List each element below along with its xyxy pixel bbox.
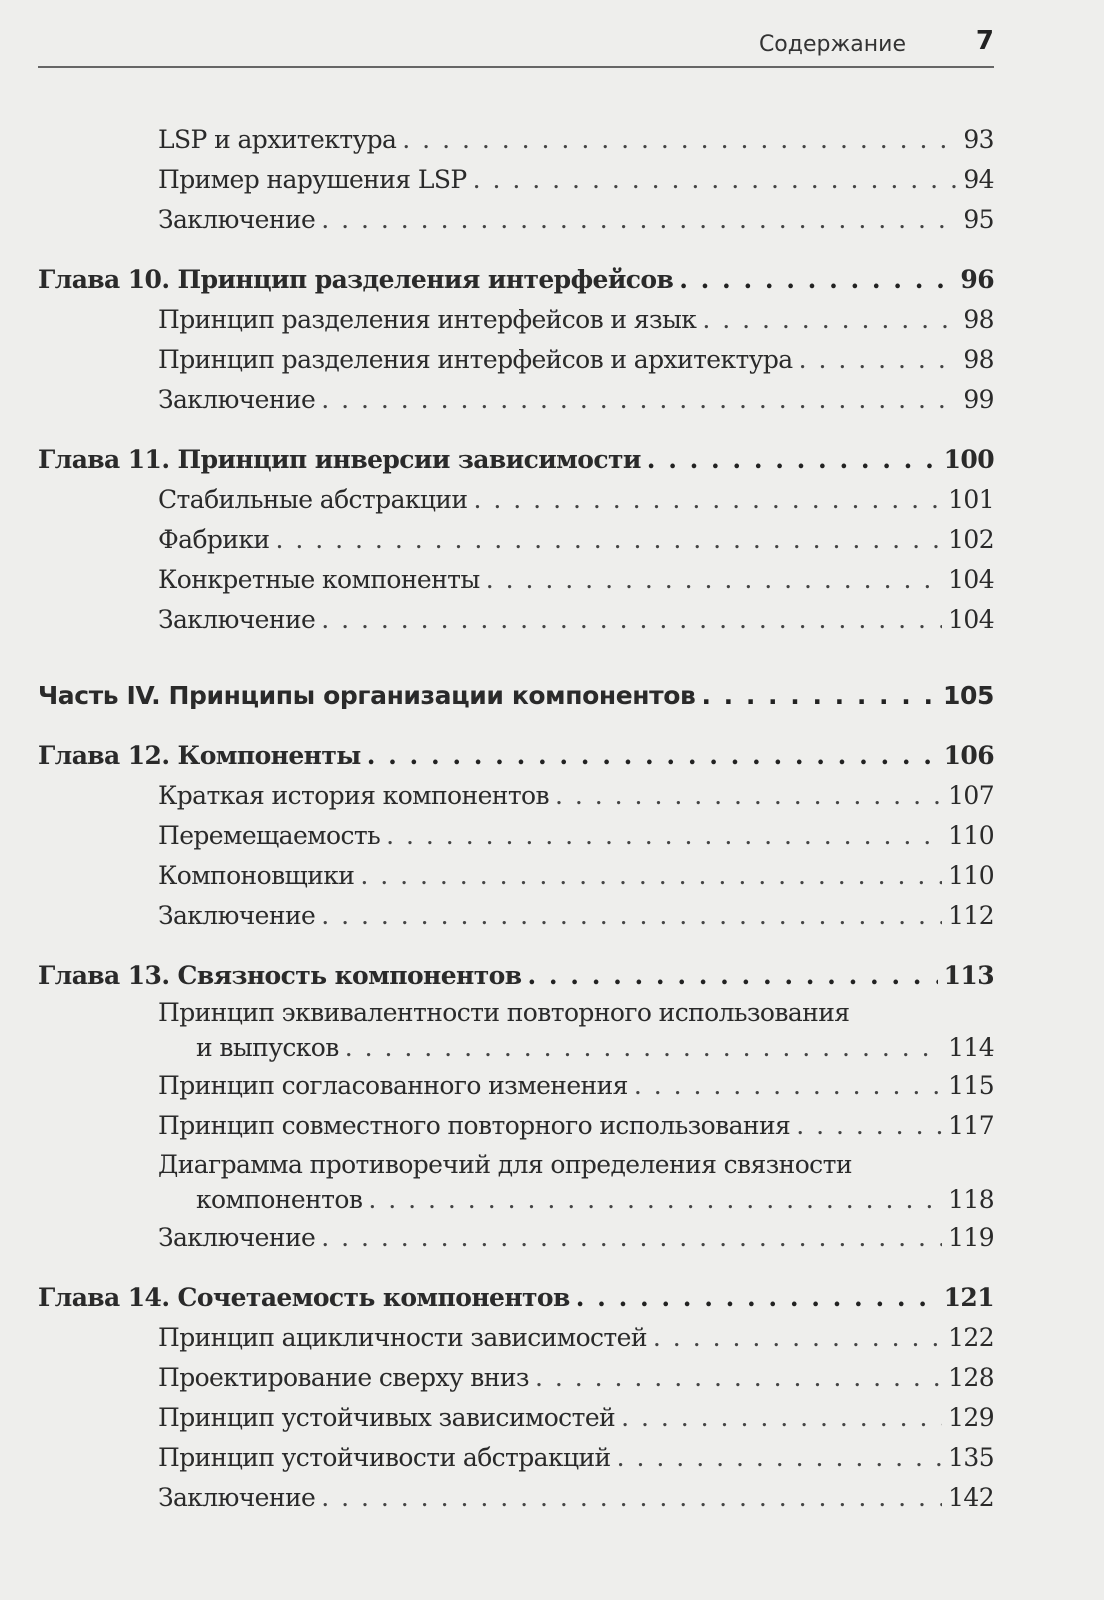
toc-chapter: Глава 11. Принцип инверсии зависимости . . . 100 <box>38 440 994 480</box>
toc-entry: Принцип разделения интерфейсов и архитектура . . . 98 <box>38 340 994 380</box>
toc-entry: Принцип совместного повторного использования . . . 117 <box>38 1106 994 1146</box>
table-of-contents <box>38 120 994 1518</box>
toc-chapter: Глава 13. Связность компонентов . . . 113 <box>38 956 994 996</box>
toc-entry: Принцип согласованного изменения . . . 115 <box>38 1066 994 1106</box>
toc-part: Часть IV. Принципы организации компонентов . . . 105 <box>38 676 994 716</box>
toc-entry: Пример нарушения LSP . . . 94 <box>38 160 994 200</box>
page-number: 7 <box>975 26 994 56</box>
toc-entry: Заключение . . . 142 <box>38 1478 994 1518</box>
toc-chapter: Глава 10. Принцип разделения интерфейсов . . . 96 <box>38 260 994 300</box>
toc-entry: Заключение . . . 95 <box>38 200 994 240</box>
toc-entry: Проектирование сверху вниз . . . 128 <box>38 1358 994 1398</box>
toc-entry: Заключение . . . 99 <box>38 380 994 420</box>
running-header-title: Содержание <box>758 32 906 57</box>
toc-entry-multiline: Диаграмма противоречий для определения связности компонентов . . . 118 <box>38 1148 994 1218</box>
toc-entry: Принцип ацикличности зависимостей . . . 122 <box>38 1318 994 1358</box>
toc-entry-multiline: Принцип эквивалентности повторного использования и выпусков . . . 114 <box>38 996 994 1066</box>
toc-chapter: Глава 14. Сочетаемость компонентов . . . 121 <box>38 1278 994 1318</box>
toc-entry: Компоновщики . . . 110 <box>38 856 994 896</box>
toc-entry: Заключение . . . 119 <box>38 1218 994 1258</box>
toc-entry: Заключение . . . 104 <box>38 600 994 640</box>
toc-entry: Стабильные абстракции . . . 101 <box>38 480 994 520</box>
toc-entry: Принцип разделения интерфейсов и язык . . . 98 <box>38 300 994 340</box>
toc-entry: Принцип устойчивости абстракций . . . 135 <box>38 1438 994 1478</box>
toc-chapter: Глава 12. Компоненты . . . 106 <box>38 736 994 776</box>
toc-entry: Заключение . . . 112 <box>38 896 994 936</box>
toc-entry: Перемещаемость . . . 110 <box>38 816 994 856</box>
running-header <box>38 28 994 68</box>
toc-entry: Фабрики . . . 102 <box>38 520 994 560</box>
toc-entry: Принцип устойчивых зависимостей . . . 129 <box>38 1398 994 1438</box>
toc-entry: Конкретные компоненты . . . 104 <box>38 560 994 600</box>
toc-entry: LSP и архитектура . . . 93 <box>38 120 994 160</box>
toc-entry: Краткая история компонентов . . . 107 <box>38 776 994 816</box>
